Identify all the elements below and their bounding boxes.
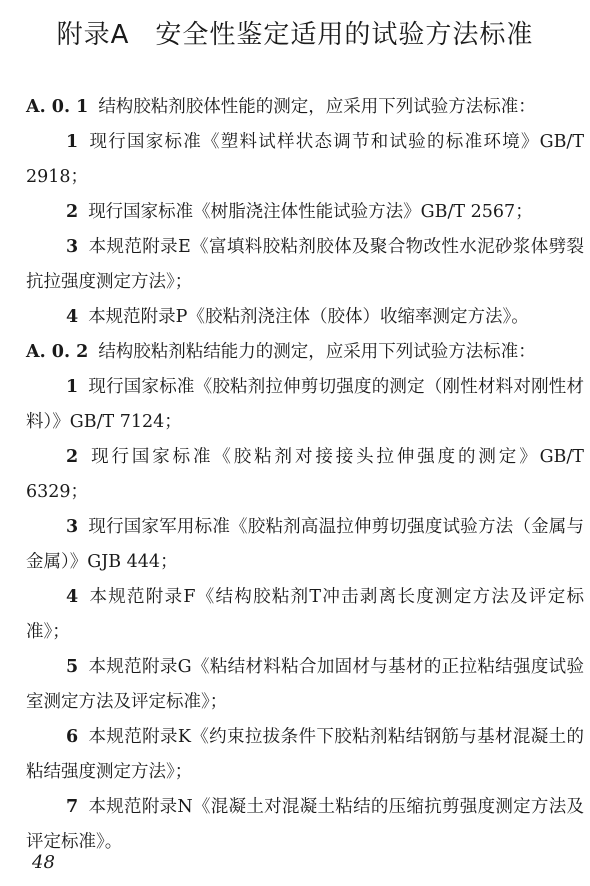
item-number: 7	[66, 797, 79, 817]
clause-number: A. 0. 1	[26, 97, 89, 117]
item-number: 4	[66, 587, 79, 607]
list-item	[26, 195, 584, 230]
item-number: 2	[66, 447, 79, 467]
clause-a-0-2	[26, 335, 584, 370]
item-number: 4	[66, 307, 79, 327]
clause-text: 结构胶粘剂粘结能力的测定，应采用下列试验方法标准：	[98, 342, 536, 362]
document-body	[26, 90, 584, 860]
clause-text: 结构胶粘剂胶体性能的测定，应采用下列试验方法标准：	[98, 97, 536, 117]
list-item	[26, 370, 584, 440]
item-text: 本规范附录K《约束拉拔条件下胶粘剂粘结钢筋与基材混凝土的粘结强度测定方法》；	[26, 727, 584, 782]
list-item	[26, 230, 584, 300]
page-title	[0, 14, 590, 51]
item-text: 本规范附录G《粘结材料粘合加固材与基材的正拉粘结强度试验室测定方法及评定标准》；	[26, 657, 584, 712]
clause-number: A. 0. 2	[26, 342, 89, 362]
item-text: 本规范附录N《混凝土对混凝土粘结的压缩抗剪强度测定方法及评定标准》。	[26, 797, 584, 852]
item-number: 1	[66, 132, 79, 152]
item-text: 现行国家标准《胶粘剂对接接头拉伸强度的测定》GB/T 6329；	[26, 447, 584, 502]
item-number: 5	[66, 657, 79, 677]
appendix-title: 安全性鉴定适用的试验方法标准	[155, 20, 534, 50]
list-item	[26, 510, 584, 580]
list-item	[26, 790, 584, 860]
list-item	[26, 720, 584, 790]
appendix-label: 附录A	[56, 20, 130, 50]
item-text: 现行国家军用标准《胶粘剂高温拉伸剪切强度试验方法（金属与金属）》GJB 444；	[26, 517, 584, 572]
list-item	[26, 125, 584, 195]
item-number: 6	[66, 727, 79, 747]
list-item	[26, 580, 584, 650]
item-number: 3	[66, 237, 79, 257]
item-number: 2	[66, 202, 79, 222]
item-text: 本规范附录P《胶粘剂浇注体（胶体）收缩率测定方法》。	[88, 307, 529, 327]
item-number: 1	[66, 377, 79, 397]
item-text: 本规范附录F《结构胶粘剂T冲击剥离长度测定方法及评定标准》；	[26, 587, 584, 642]
clause-a-0-1	[26, 90, 584, 125]
item-number: 3	[66, 517, 79, 537]
item-text: 现行国家标准《树脂浇注体性能试验方法》GB/T 2567；	[88, 202, 533, 222]
item-text: 现行国家标准《塑料试样状态调节和试验的标准环境》GB/T 2918；	[26, 132, 584, 187]
list-item	[26, 300, 584, 335]
list-item	[26, 650, 584, 720]
item-text: 本规范附录E《富填料胶粘剂胶体及聚合物改性水泥砂浆体劈裂抗拉强度测定方法》；	[26, 237, 584, 292]
item-text: 现行国家标准《胶粘剂拉伸剪切强度的测定（刚性材料对刚性材料）》GB/T 7124；	[26, 377, 584, 432]
list-item	[26, 440, 584, 510]
page-number: 48	[32, 852, 55, 873]
